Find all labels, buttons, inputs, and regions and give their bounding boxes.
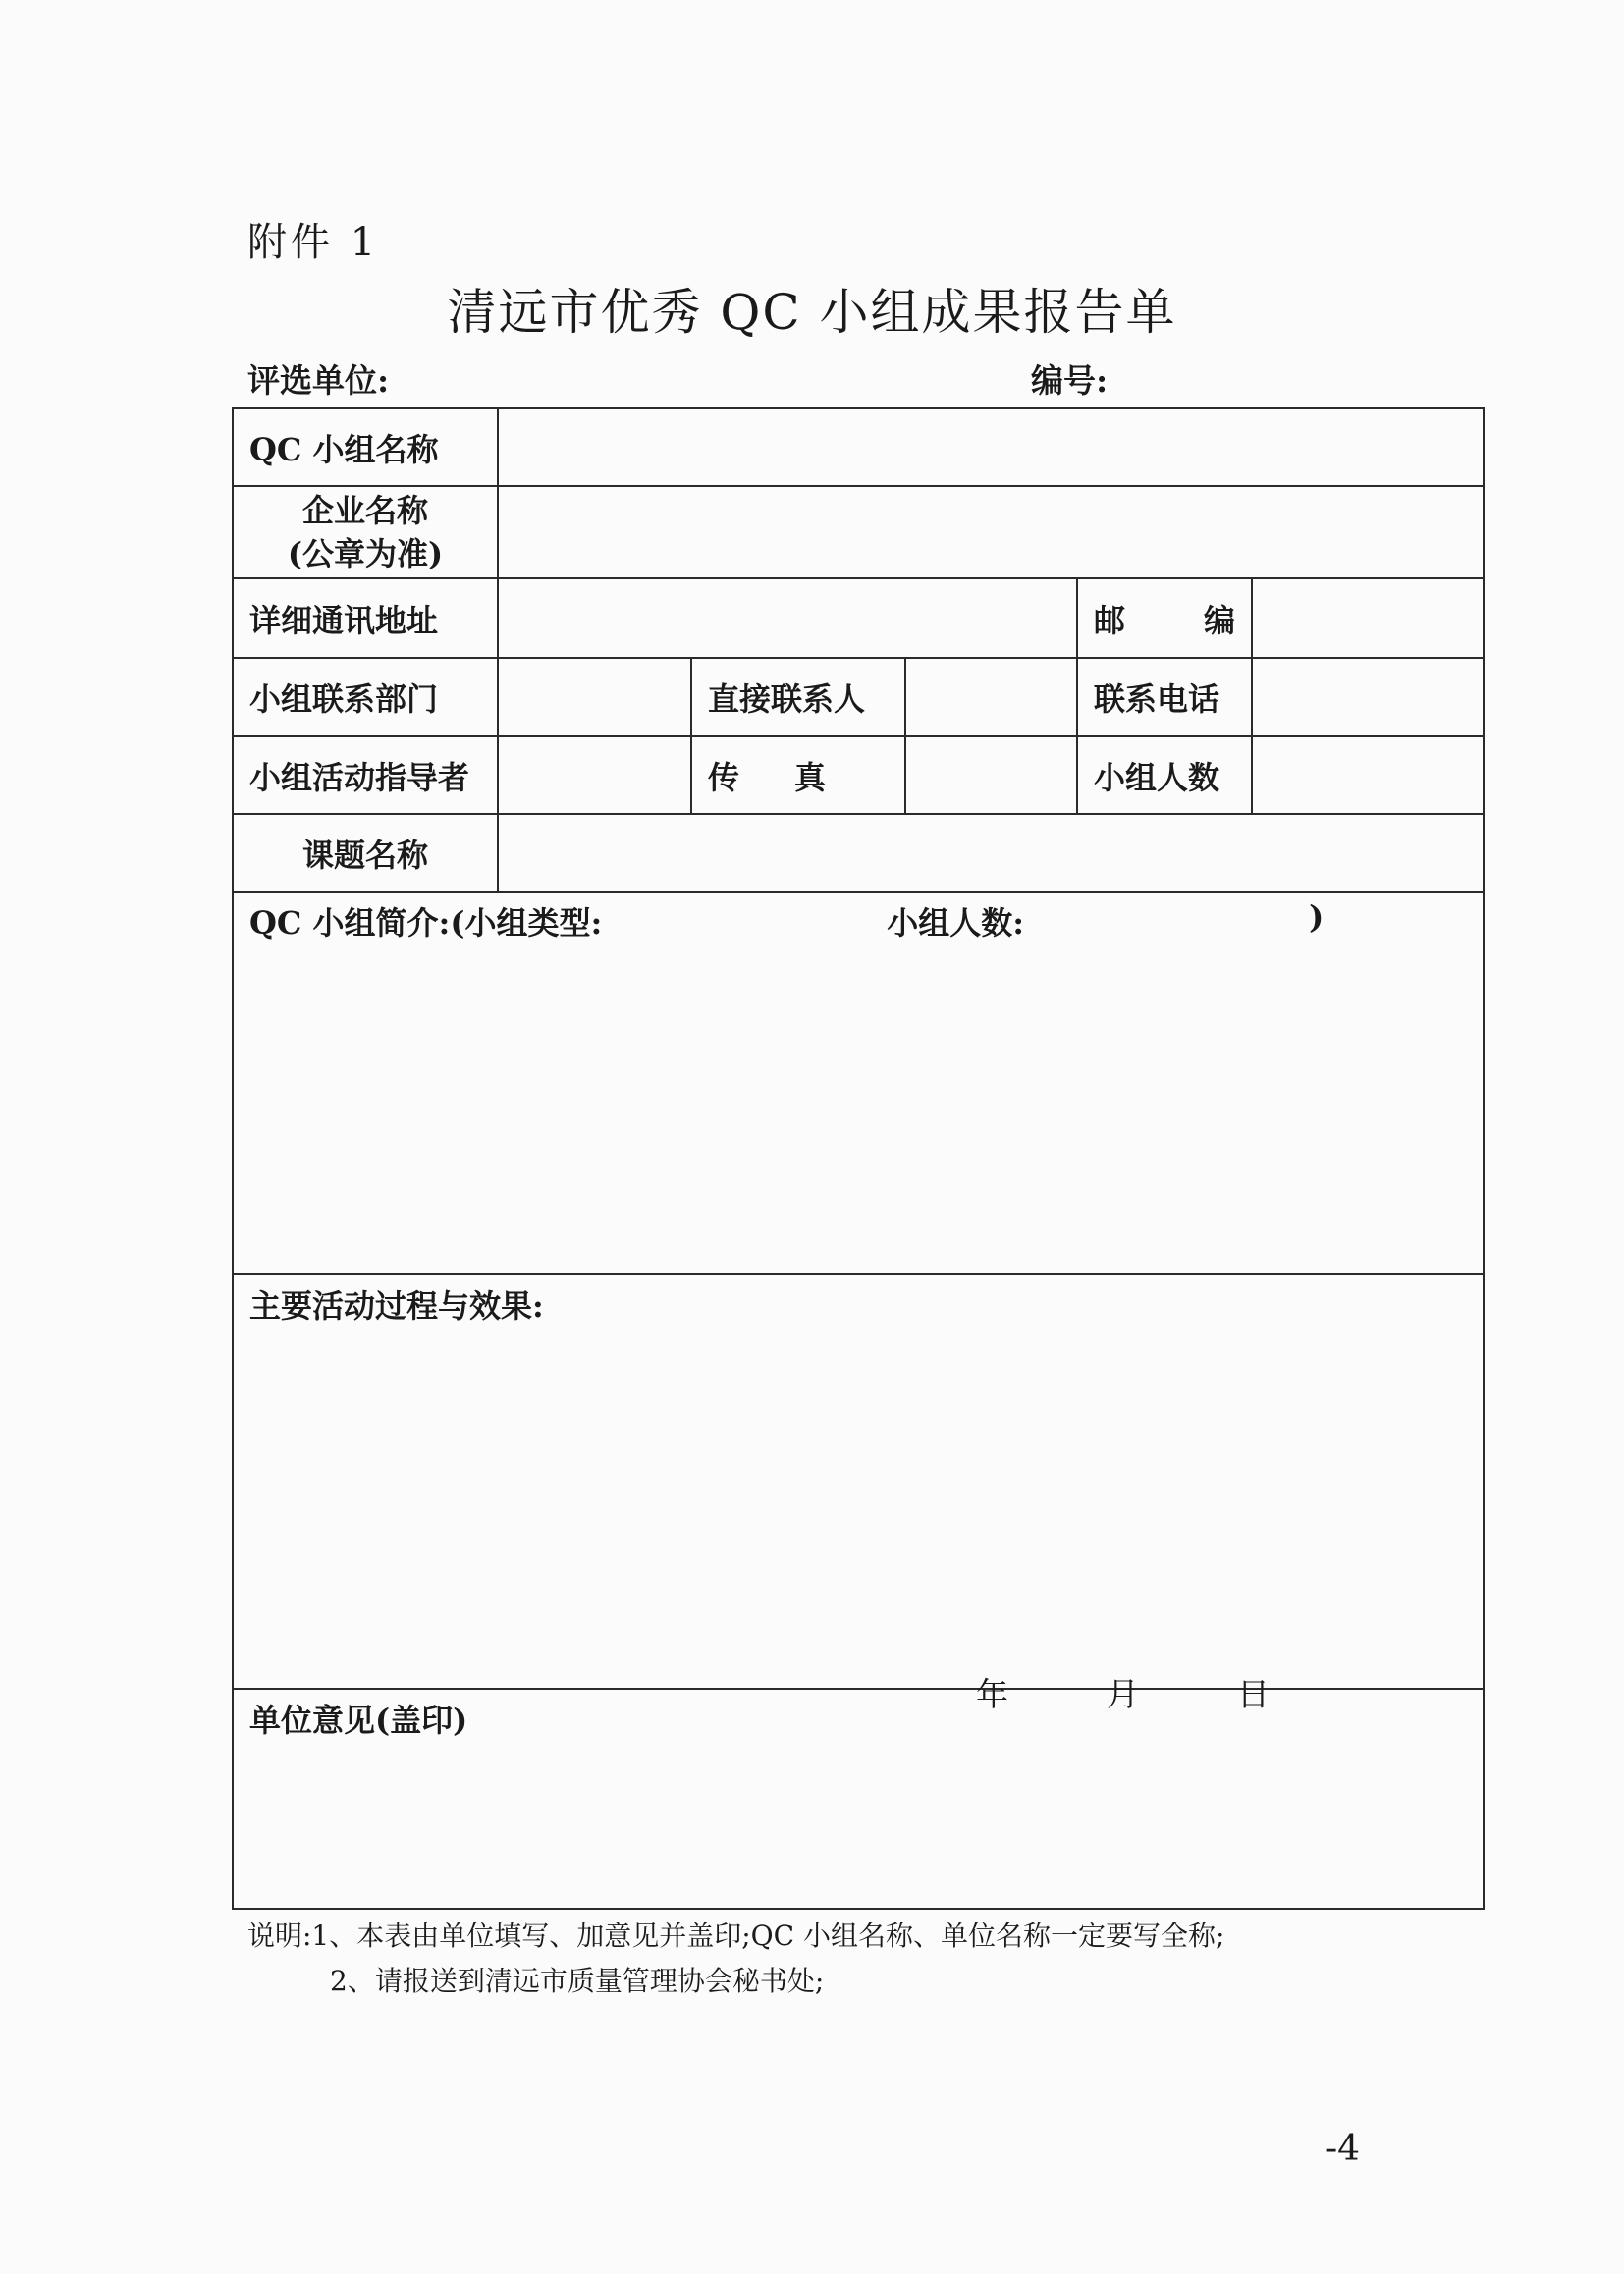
- unit-opinion-label: 单位意见(盖印): [249, 1702, 468, 1739]
- qc-intro-type-label: (小组类型:: [450, 904, 603, 942]
- page-number: -4: [1326, 2129, 1361, 2169]
- report-form-table: [232, 407, 1485, 1910]
- postcode-char-2: 编: [1203, 601, 1235, 639]
- date-day-label: 日: [1237, 1675, 1270, 1713]
- date-line: [976, 1669, 1270, 1715]
- qc-intro-section[interactable]: [233, 892, 1484, 1274]
- fax-field[interactable]: [905, 736, 1077, 814]
- topic-label: 课题名称: [233, 814, 498, 892]
- qc-intro-count-label: 小组人数:: [887, 904, 1025, 942]
- fax-label: [691, 736, 905, 814]
- company-name-field[interactable]: [498, 486, 1484, 578]
- activity-process-label: 主要活动过程与效果:: [249, 1287, 544, 1325]
- contact-department-label: 小组联系部门: [233, 658, 498, 736]
- evaluation-unit-label: 评选单位:: [247, 361, 390, 400]
- qc-intro-close-paren: ): [1309, 898, 1325, 936]
- postcode-char-1: 邮: [1094, 601, 1126, 639]
- phone-label: 联系电话: [1077, 658, 1252, 736]
- note-line-2: 2、请报送到清远市质量管理协会秘书处;: [330, 1965, 825, 1997]
- member-count-label: 小组人数: [1077, 736, 1252, 814]
- unit-opinion-section[interactable]: [233, 1675, 1484, 1909]
- qc-intro-label: QC 小组简介:: [249, 904, 451, 942]
- contact-department-field[interactable]: [498, 658, 691, 736]
- form-title: 清远市优秀 QC 小组成果报告单: [447, 284, 1177, 341]
- company-name-label: [233, 486, 498, 578]
- address-field[interactable]: [498, 578, 1077, 658]
- advisor-field[interactable]: [498, 736, 691, 814]
- direct-contact-label: 直接联系人: [691, 658, 905, 736]
- address-label: 详细通讯地址: [233, 578, 498, 658]
- company-name-line1: 企业名称: [301, 492, 428, 529]
- serial-number-label: 编号:: [1031, 361, 1109, 400]
- direct-contact-field[interactable]: [905, 658, 1077, 736]
- postcode-label: [1077, 578, 1252, 658]
- postcode-field[interactable]: [1252, 578, 1484, 658]
- company-name-line2: (公章为准): [287, 535, 444, 572]
- fax-char-2: 真: [794, 758, 827, 796]
- topic-field[interactable]: [498, 814, 1484, 892]
- date-month-label: 月: [1107, 1675, 1139, 1713]
- advisor-label: 小组活动指导者: [233, 736, 498, 814]
- date-year-label: 年: [976, 1675, 1008, 1713]
- qc-group-name-label: QC 小组名称: [233, 408, 498, 486]
- qc-group-name-field[interactable]: [498, 408, 1484, 486]
- note-line-1: 说明:1、本表由单位填写、加意见并盖印;QC 小组名称、单位名称一定要写全称;: [247, 1920, 1225, 1952]
- phone-field[interactable]: [1252, 658, 1484, 736]
- activity-process-section[interactable]: [233, 1274, 1484, 1689]
- fax-char-1: 传: [708, 758, 740, 796]
- member-count-field[interactable]: [1252, 736, 1484, 814]
- attachment-label: 附件 1: [247, 220, 380, 265]
